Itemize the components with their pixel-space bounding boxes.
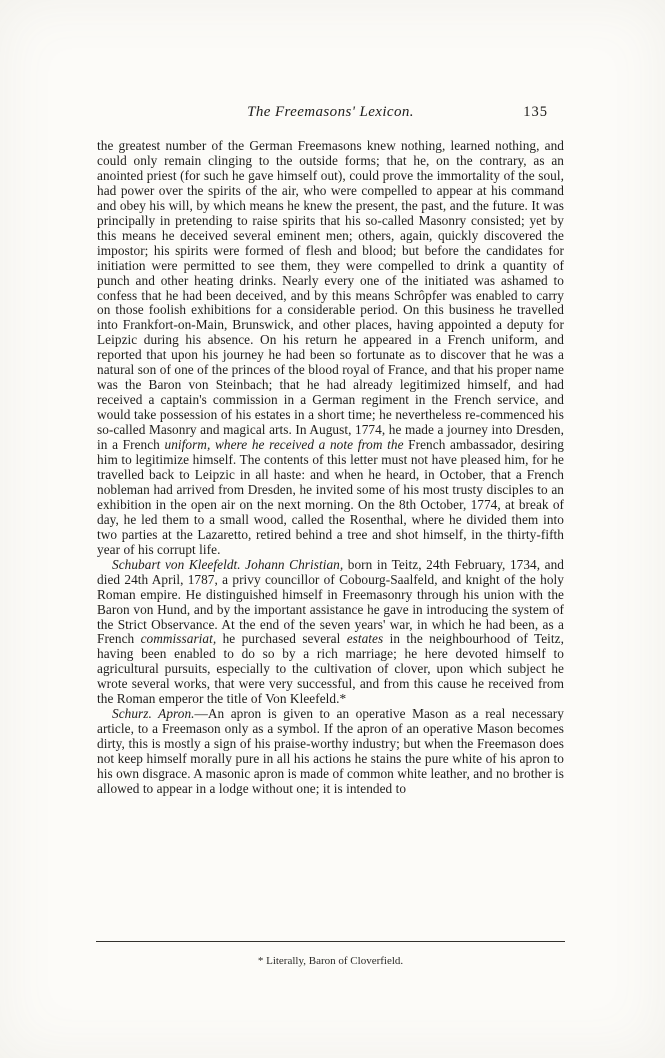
- text-block: [97, 139, 564, 797]
- text-segment: estates: [346, 631, 384, 647]
- paragraph: [97, 707, 564, 797]
- text-segment: uniform, where he received a note from the: [164, 437, 409, 453]
- text-segment: in the neighbourhood of Teitz, having been enabled to do so by a rich marriage; he here devoted himself to agricultural pursuits, especially to the cultivation of clover, upon which subject he wrote several works, that were very successful, and from this cause he received from the Roman emperor the title of Von Kleefeld.*: [97, 631, 564, 707]
- footnote-rule: [96, 941, 565, 942]
- page-number: 135: [523, 104, 548, 120]
- running-header: [97, 102, 564, 122]
- text-segment: —An apron is given to an operative Mason as a real necessary article, to a Freemason only as a symbol. If the apron of an operative Mason becomes dirty, this is mostly a sign of his praise-worthy industry; but when the Freemason does not keep himself morally pure in all his actions he stains the pure white of his apron to his own disgrace. A masonic apron is made of common white leather, and no brother is allowed to appear in a lodge without one; it is intended to: [97, 706, 564, 796]
- text-segment: Schubart von Kleefeldt. Johann Christian,: [112, 556, 344, 572]
- text-segment: Schurz. Apron.: [112, 706, 195, 722]
- text-segment: the greatest number of the German Freemasons knew nothing, learned nothing, and could only remain clinging to the outside forms; that he, on the contrary, as an anointed priest (for such he gave himself out), could prove the immortality of the soul, had power over the spirits of the air, who were compelled to appear at his command and obey his will, by which means he knew the present, the past, and the future. It was principally in pretending to raise spirits that his so-called Masonry consisted; yet by this means he deceived several eminent men; others, again, quickly discovered the impostor; his spirits were formed of flesh and blood; but before the candidates for initiation were permitted to see them, they were compelled to drink a quantity of punch and other heating drinks. Nearly every one of the initiated was ashamed to confess that he had been deceived, and by this means Schrôpfer was enabled to carry on those foolish exhibitions for a considerable period. On this business he travelled into Frankfort-on-Main, Brunswick, and other places, having appointed a deputy for Leipzic during his absence. On his return he appeared in a French uniform, and reported that upon his journey he had been so fortunate as to discover that he was a natural son of one of the princes of the blood royal of France, and that his proper name was the Baron von Steinbach; that he had already legitimized himself, and had received a captain's commission in a German regiment in the French service, and would take possession of his estates in a short time; he nevertheless re-commenced his so-called Masonry and magical arts. In August, 1774, he made a journey into Dresden, in a French: [97, 138, 564, 453]
- page-title: The Freemasons' Lexicon.: [247, 104, 414, 120]
- text-segment: commissariat,: [140, 631, 217, 647]
- footnote-text: * Literally, Baron of Cloverfield.: [257, 955, 404, 967]
- text-segment: he purchased several: [216, 631, 347, 647]
- text-segment: French ambassador, desiring him to legitimize himself. The contents of this letter must not have pleased him, for he travelled back to Leipzic in all haste: and when he heard, in October, that a French nobleman had arrived from Dresden, he invited some of his most trusty disciples to an exhibition in the open air on the next morning. On the 8th October, 1774, at break of day, he led them to a small wood, called the Rosenthal, where he divided them into two parties at the Lazaretto, retired behind a tree and shot himself, in the thirty-fifth year of his corrupt life.: [97, 437, 564, 557]
- paragraph: [97, 558, 564, 708]
- paragraph: [97, 139, 564, 558]
- text-segment: born in Teitz, 24th February, 1734, and died 24th April, 1787, a privy councillor of Cobourg-Saalfeld, and knight of the holy Roman empire. He distinguished himself in Freemasonry through his union with the Baron von Hund, and by the important assistance he gave in introducing the system of the Strict Observance. At the end of the seven years' war, in which he had been, as a French: [97, 556, 564, 647]
